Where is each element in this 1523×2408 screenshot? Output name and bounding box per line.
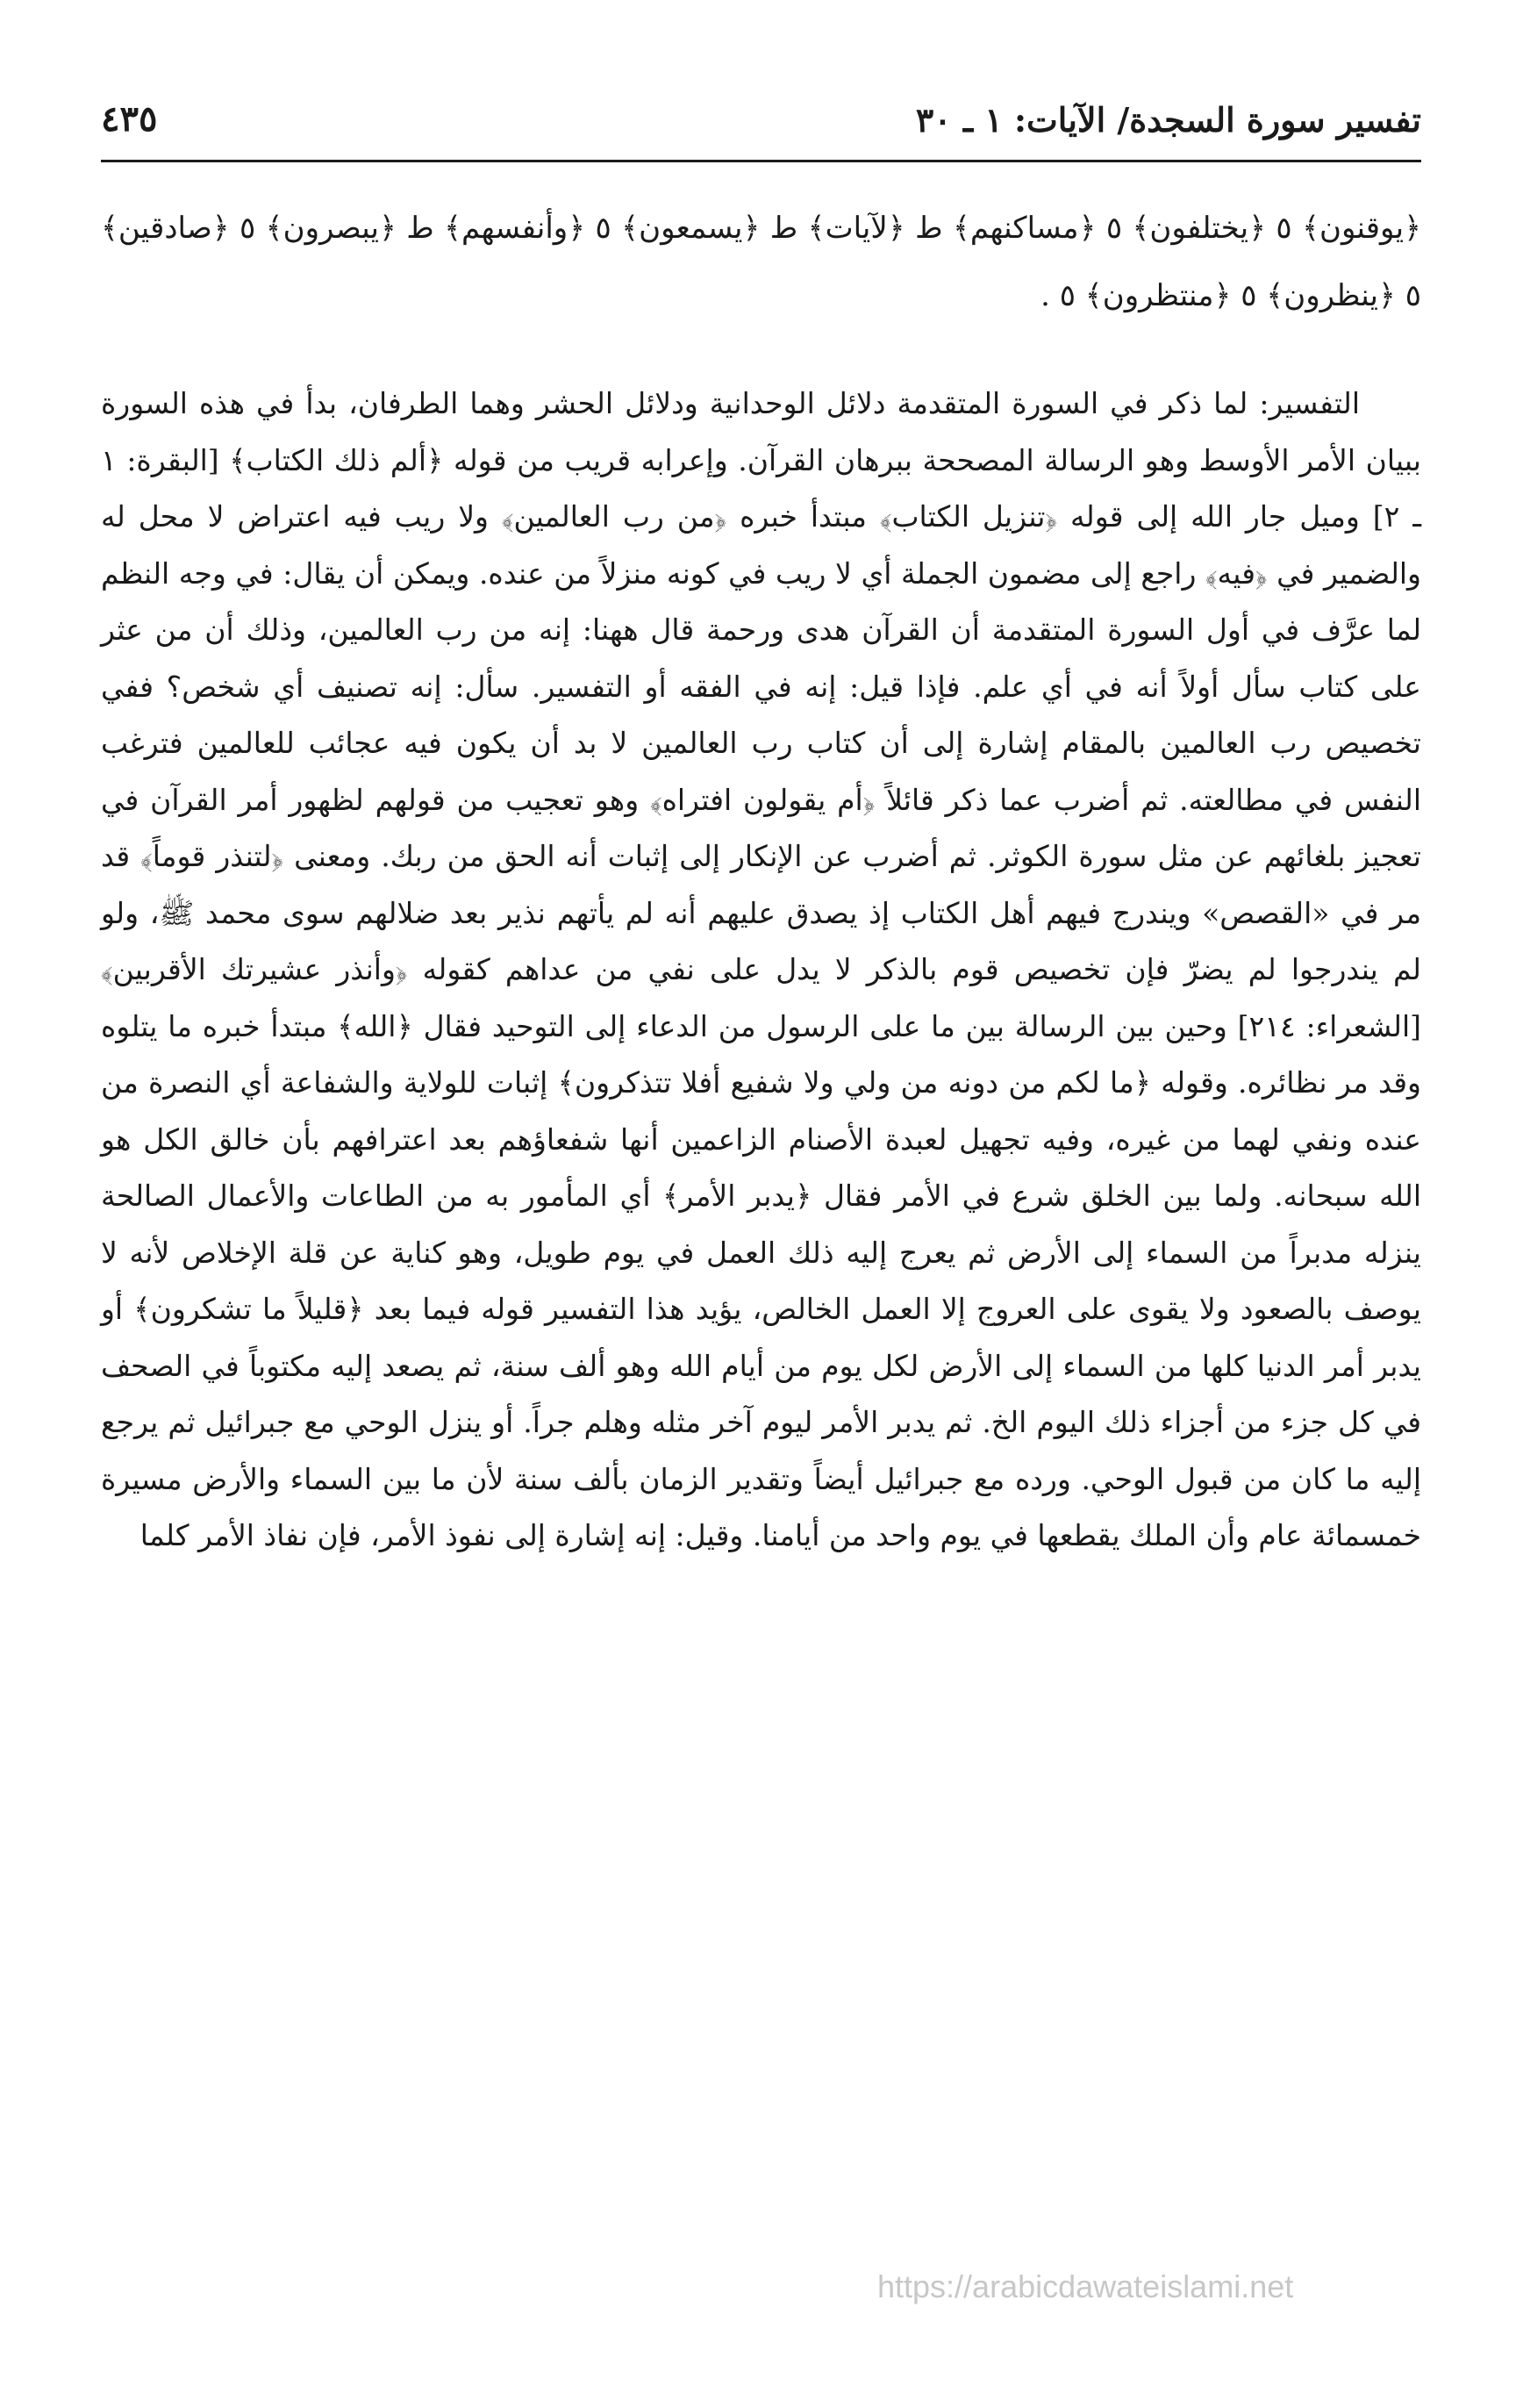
page-number: ٤٣٥ <box>101 98 158 140</box>
running-head: تفسير سورة السجدة/ الآيات: ١ ـ ٣٠ <box>915 100 1421 140</box>
commentary-text: التفسير: لما ذكر في السورة المتقدمة دلائل الوحدانية ودلائل الحشر وهما الطرفان، بدأ في هذه السورة ببيان الأمر الأوسط وهو الرسالة المصححة ببرهان القرآن. وإعرابه قريب من قوله ﴿ألم ذلك الكتاب﴾ [البقرة: ١ ـ ٢] وميل جار الله إلى قوله ﴿تنزيل الكتاب﴾ مبتدأ خبره ﴿من رب العالمين﴾ ولا ريب فيه اعتراض لا محل له والضمير في ﴿فيه﴾ راجع إلى مضمون الجملة أي لا ريب في كونه منزلاً من عنده. ويمكن أن يقال: في وجه النظم لما عرَّف في أول السورة المتقدمة أن القرآن هدى ورحمة قال ههنا: إنه من رب العالمين، وذلك أن من عثر على كتاب سأل أولاً أنه في أي علم. فإذا قيل: إنه في الفقه أو التفسير. سأل: إنه تصنيف أي شخص؟ ففي تخصيص رب العالمين بالمقام إشارة إلى أن كتاب رب العالمين لا بد أن يكون فيه عجائب للعالمين فترغب النفس في مطالعته. ثم أضرب عما ذكر قائلاً ﴿أم يقولون افتراه﴾ وهو تعجيب من قولهم لظهور أمر القرآن في تعجيز بلغائهم عن مثل سورة الكوثر. ثم أضرب عن الإنكار إلى إثبات أنه الحق من ربك. ومعنى ﴿لتنذر قوماً﴾ قد مر في «القصص» ويندرج فيهم أهل الكتاب إذ يصدق عليهم أنه لم يأتهم نذير بعد ضلالهم سوى محمد ﷺ، ولو لم يندرجوا لم يضرّ فإن تخصيص قوم بالذكر لا يدل على نفي من عداهم كقوله ﴿وأنذر عشيرتك الأقربين﴾ [الشعراء: ٢١٤] وحين بين الرسالة بين ما على الرسول من الدعاء إلى التوحيد فقال ﴿الله﴾ مبتدأ خبره ما يتلوه وقد مر نظائره. وقوله ﴿ما لكم من دونه من ولي ولا شفيع أفلا تتذكرون﴾ إثبات للولاية والشفاعة أي النصرة من عنده ونفي لهما من غيره، وفيه تجهيل لعبدة الأصنام الزاعمين أنها شفعاؤهم بعد اعترافهم بأن خالق الكل هو الله سبحانه. ولما بين الخلق شرع في الأمر فقال ﴿يدبر الأمر﴾ أي المأمور به من الطاعات والأعمال الصالحة ينزله مدبراً من السماء إلى الأرض ثم يعرج إليه ذلك العمل في يوم طويل، وهو كناية عن قلة الإخلاص لأنه لا يوصف بالصعود ولا يقوى على العروج إلا العمل الخالص، يؤيد هذا التفسير قوله فيما بعد ﴿قليلاً ما تشكرون﴾ أو يدبر أمر الدنيا كلها من السماء إلى الأرض لكل يوم من أيام الله وهو ألف سنة، ثم يصعد إليه مكتوباً في الصحف في كل جزء من أجزاء ذلك اليوم الخ. ثم يدبر الأمر ليوم آخر مثله وهلم جراً. أو ينزل الوحي مع جبرائيل ثم يرجع إليه ما كان من قبول الوحي. ورده مع جبرائيل أيضاً وتقدير الزمان بألف سنة لأن ما بين السماء والأرض مسيرة خمسمائة عام وأن الملك يقطعها في يوم واحد من أيامنا. وقيل: إنه إشارة إلى نفوذ الأمر، فإن نفاذ الأمر كلما <box>101 386 1421 1552</box>
header-rule <box>101 160 1421 162</box>
commentary-block <box>101 376 1421 1565</box>
watermark-url: https://arabicdawateislami.net <box>877 2268 1294 2304</box>
ayah-stops-text: ﴿يوقنون﴾ ٥ ﴿يختلفون﴾ ٥ ﴿مساكنهم﴾ ط ﴿لآيات﴾ ط ﴿يسمعون﴾ ٥ ﴿وأنفسهم﴾ ط ﴿يبصرون﴾ ٥ ﴿صادقين﴾ ٥ ﴿ينظرون﴾ ٥ ﴿منتظرون﴾ ٥ . <box>101 211 1421 313</box>
ayah-stops-block <box>101 195 1421 330</box>
page-header <box>101 95 1421 156</box>
